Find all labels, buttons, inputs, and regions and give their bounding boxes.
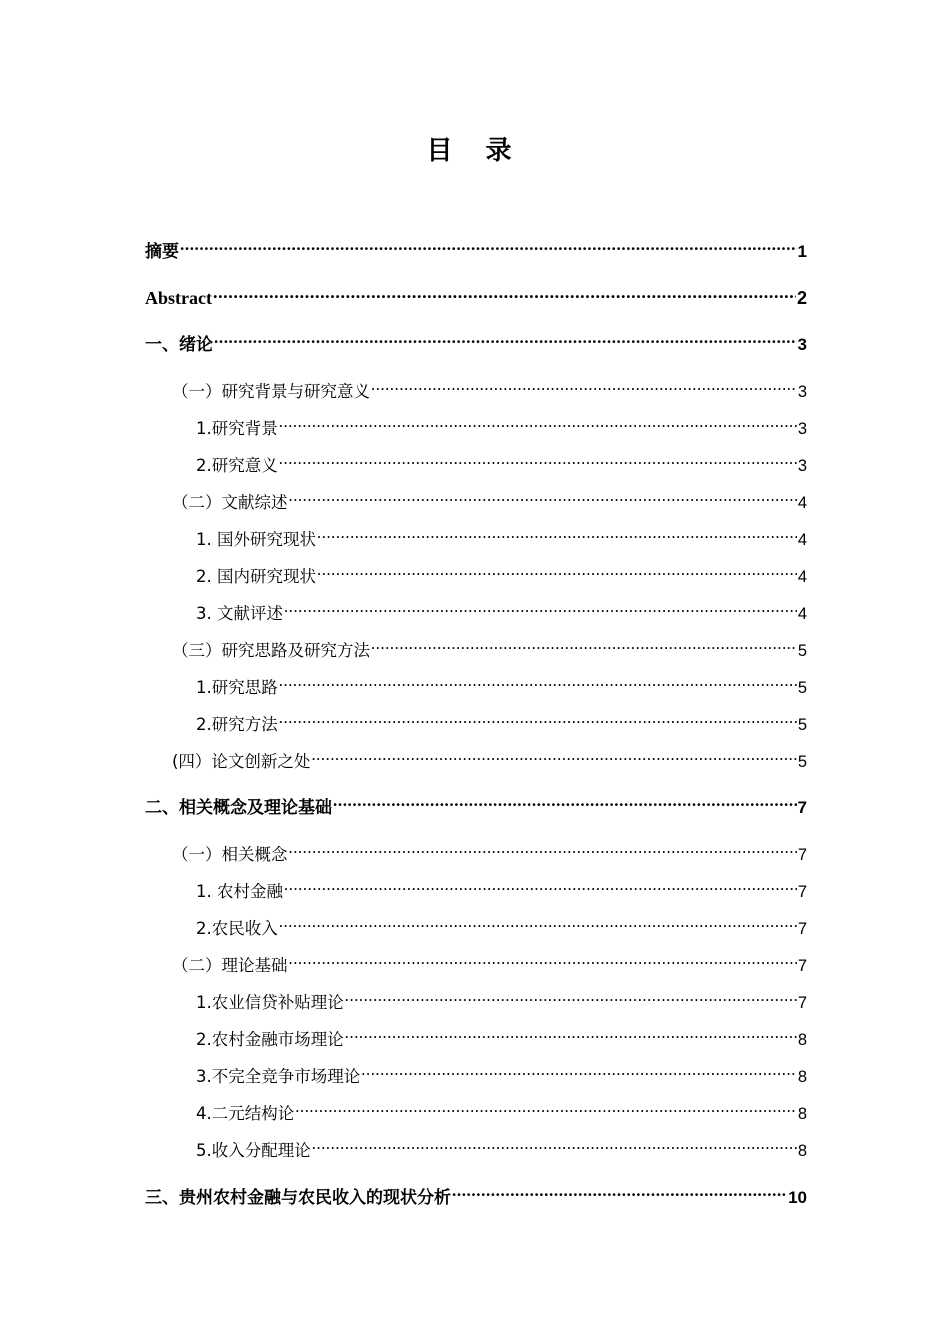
toc-entry-page: 8 [797,1031,807,1049]
dot-leader [317,558,797,582]
toc-entry[interactable] [145,326,807,355]
toc-entry[interactable] [196,910,807,938]
toc-entry[interactable] [145,1179,807,1208]
toc-entry-page: 3 [797,383,807,401]
toc-entry-label: （三）研究思路及研究方法 [172,641,370,660]
toc-entry[interactable] [196,1095,807,1123]
dot-leader [284,873,797,897]
dot-leader [279,706,797,730]
toc-entry-page: 3 [797,457,807,475]
toc-entry[interactable] [196,595,807,623]
toc-entry-page: 4 [797,531,807,549]
toc-entry[interactable] [196,984,807,1012]
toc-entry-page: 8 [797,1142,807,1160]
toc-entry-page: 5 [797,753,807,771]
toc-entry-page: 7 [797,846,807,864]
toc-entry[interactable] [196,1058,807,1086]
toc-entry-page: 8 [797,1068,807,1086]
toc-entry-label: 2.农村金融市场理论 [196,1030,344,1049]
toc-entry-label: 2.研究意义 [196,456,278,475]
dot-leader [289,836,797,860]
toc-entry-page: 3 [797,420,807,438]
toc-entry-label: 2. 国内研究现状 [196,567,316,586]
dot-leader [361,1058,797,1082]
dot-leader [213,280,796,304]
dot-leader [345,1021,797,1045]
toc-entry[interactable] [172,743,807,771]
toc-entry-page: 5 [797,679,807,697]
toc-entry-page: 7 [797,920,807,938]
toc-entry-label: 1.研究思路 [196,678,278,697]
toc-entry[interactable] [196,1021,807,1049]
toc-entry-label: 摘要 [145,242,179,262]
toc-entry-page: 4 [797,568,807,586]
toc-entry-page: 7 [797,798,807,817]
toc-entry-label: 2.农民收入 [196,919,278,938]
toc-entry-page: 8 [797,1105,807,1123]
toc-entry-page: 7 [797,957,807,975]
toc-entry-label: （二）文献综述 [172,493,288,512]
toc-entry-page: 1 [797,242,807,261]
dot-leader [279,910,797,934]
toc-entry[interactable] [145,280,807,308]
dot-leader [279,669,797,693]
toc-entry-label: 2.研究方法 [196,715,278,734]
dot-leader [311,743,796,767]
toc-entry[interactable] [196,410,807,438]
dot-leader [295,1095,797,1119]
dot-leader [345,984,797,1008]
toc-entry-label: Abstract [145,288,212,308]
toc-entry-label: 4.二元结构论 [196,1104,295,1123]
toc-entry-label: （二）理论基础 [172,956,288,975]
toc-entry[interactable] [145,233,807,262]
toc-entry-label: 三、贵州农村金融与农民收入的现状分析 [145,1188,451,1208]
toc-entry-label: 二、相关概念及理论基础 [145,798,332,818]
toc-entry-page: 7 [797,994,807,1012]
toc-entry-label: 5.收入分配理论 [196,1141,311,1160]
toc-entry-page: 4 [797,605,807,623]
toc-entry-page: 2 [796,288,807,308]
dot-leader [214,326,797,350]
toc-entry-label: 1. 农村金融 [196,882,283,901]
dot-leader [452,1179,787,1203]
toc-entry-label: 1.研究背景 [196,419,278,438]
toc-entry-page: 10 [788,1188,807,1207]
toc-entry-page: 3 [797,335,807,354]
toc-entry-label: 1.农业信贷补贴理论 [196,993,344,1012]
dot-leader [312,1132,797,1156]
toc-entry-label: （一）研究背景与研究意义 [172,382,370,401]
toc-entry[interactable] [196,873,807,901]
toc-entry-label: 1. 国外研究现状 [196,530,316,549]
toc-entry-label: （一）相关概念 [172,845,288,864]
dot-leader [180,233,797,257]
toc-entry[interactable] [196,1132,807,1160]
toc-entry[interactable] [196,706,807,734]
toc-entry-label: 3. 文献评述 [196,604,283,623]
toc-entry[interactable] [196,669,807,697]
dot-leader [371,373,797,397]
toc-entry-page: 5 [797,716,807,734]
toc-entry[interactable] [196,558,807,586]
toc-entry[interactable] [145,789,807,818]
toc-entry[interactable] [172,947,807,975]
toc-entry-label: (四）论文创新之处 [172,752,311,771]
toc-entry-page: 4 [797,494,807,512]
dot-leader [333,789,797,813]
toc-entry-label: 3.不完全竞争市场理论 [196,1067,361,1086]
toc-entry-label: 一、绪论 [145,335,213,355]
toc-entry[interactable] [172,836,807,864]
toc-entry[interactable] [172,373,807,401]
dot-leader [317,521,797,545]
toc-entry[interactable] [196,521,807,549]
dot-leader [289,947,797,971]
toc-entry-page: 5 [797,642,807,660]
toc-entry[interactable] [172,484,807,512]
toc-entry[interactable] [172,632,807,660]
page-title: 目 录 [426,136,524,166]
toc-entry[interactable] [196,447,807,475]
dot-leader [284,595,797,619]
dot-leader [279,410,797,434]
dot-leader [289,484,797,508]
dot-leader [371,632,797,656]
dot-leader [279,447,797,471]
toc-entry-page: 7 [797,883,807,901]
